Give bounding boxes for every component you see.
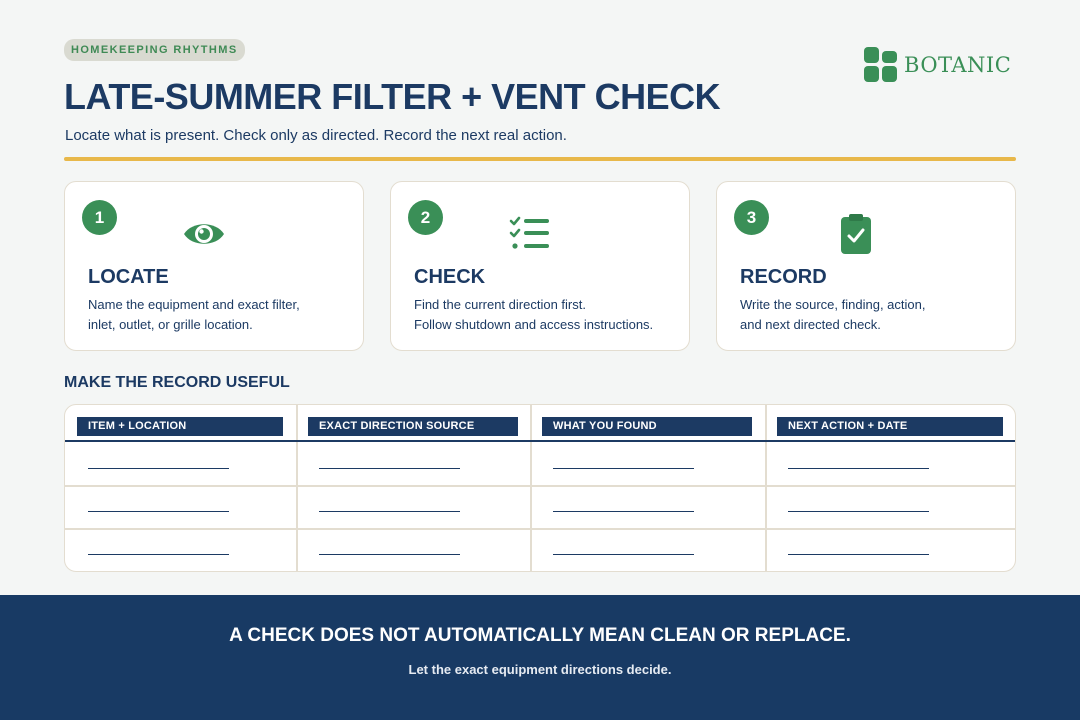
blank-entry-line[interactable]	[88, 468, 229, 469]
page-subtitle: Locate what is present. Check only as directed. Record the next real action.	[65, 127, 567, 144]
blank-entry-line[interactable]	[88, 554, 229, 555]
blank-entry-line[interactable]	[319, 554, 460, 555]
step-title: RECORD	[740, 266, 827, 288]
blank-entry-line[interactable]	[553, 554, 694, 555]
blank-entry-line[interactable]	[788, 468, 929, 469]
leaf-grid-logo-icon	[864, 47, 898, 83]
checklist-icon	[506, 212, 554, 256]
brand-logo	[864, 47, 1011, 83]
column-header: EXACT DIRECTION SOURCE	[308, 417, 518, 436]
column-divider	[530, 405, 532, 571]
step-desc-line: Name the equipment and exact filter,	[88, 297, 300, 312]
step-description	[414, 295, 684, 335]
step-desc-line: and next directed check.	[740, 317, 881, 332]
page-title: LATE-SUMMER FILTER + VENT CHECK	[64, 76, 721, 117]
record-table	[64, 404, 1016, 572]
footer-headline: A CHECK DOES NOT AUTOMATICALLY MEAN CLEAN OR REPLACE.	[229, 625, 851, 646]
row-divider	[65, 528, 1015, 530]
step-title: LOCATE	[88, 266, 169, 288]
step-desc-line: Find the current direction first.	[414, 297, 586, 312]
step-card-check	[390, 181, 690, 351]
column-divider	[296, 405, 298, 571]
row-divider	[65, 485, 1015, 487]
column-header: ITEM + LOCATION	[77, 417, 283, 436]
column-divider	[765, 405, 767, 571]
column-header: WHAT YOU FOUND	[542, 417, 752, 436]
step-title: CHECK	[414, 266, 486, 288]
blank-entry-line[interactable]	[319, 511, 460, 512]
accent-divider	[64, 157, 1016, 161]
blank-entry-line[interactable]	[553, 468, 694, 469]
category-tag: HOMEKEEPING RHYTHMS	[64, 39, 245, 61]
step-description	[88, 295, 358, 335]
step-number: 2	[408, 200, 443, 235]
step-card-locate	[64, 181, 364, 351]
step-desc-line: Follow shutdown and access instructions.	[414, 317, 654, 332]
record-section-title: MAKE THE RECORD USEFUL	[64, 374, 290, 391]
eye-icon	[180, 212, 228, 256]
step-number: 1	[82, 200, 117, 235]
blank-entry-line[interactable]	[553, 511, 694, 512]
step-card-record	[716, 181, 1016, 351]
step-number: 3	[734, 200, 769, 235]
brand-name: BOTANIC	[904, 53, 1012, 77]
blank-entry-line[interactable]	[88, 511, 229, 512]
clipboard-check-icon	[832, 212, 880, 256]
blank-entry-line[interactable]	[788, 554, 929, 555]
footer-subline: Let the exact equipment directions decide.	[408, 662, 672, 677]
blank-entry-line[interactable]	[319, 468, 460, 469]
step-desc-line: inlet, outlet, or grille location.	[88, 317, 253, 332]
blank-entry-line[interactable]	[788, 511, 929, 512]
footer-banner	[0, 595, 1080, 720]
header-underline	[65, 440, 1015, 442]
step-description	[740, 295, 1010, 335]
column-header: NEXT ACTION + DATE	[777, 417, 1003, 436]
step-desc-line: Write the source, finding, action,	[740, 297, 926, 312]
